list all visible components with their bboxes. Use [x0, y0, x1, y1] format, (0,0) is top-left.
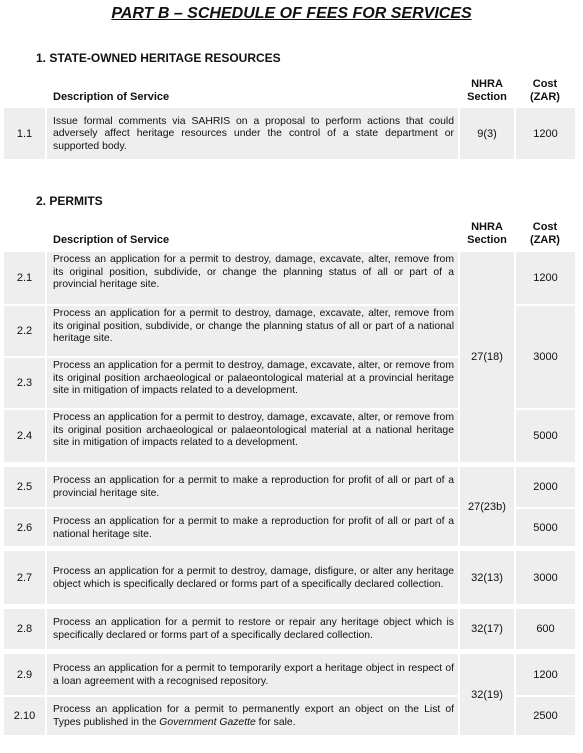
row-cost: 5000 — [516, 410, 575, 462]
row-cost: 1200 — [516, 108, 575, 159]
section-heading-state-owned: 1. STATE-OWNED HERITAGE RESOURCES — [36, 51, 281, 65]
row-nhra-section: 32(17) — [460, 609, 514, 649]
row-cost: 3000 — [516, 551, 575, 604]
column-header-description: Description of Service — [53, 91, 170, 103]
row-nhra-section: 32(13) — [460, 551, 514, 604]
merged-nhra-section: 27(23b) — [460, 467, 514, 546]
row-number: 2.4 — [4, 410, 45, 462]
row-description: Process an application for a permit to restore or repair any heritage object which is specifically declared or forms part of a specifically declared collection. — [47, 609, 458, 649]
row-number: 2.6 — [4, 509, 45, 546]
row-number: 2.9 — [4, 654, 45, 695]
description-text: Process an application for a permit to permanently export an object on the List of Types published in the — [53, 704, 454, 728]
row-cost: 1200 — [516, 654, 575, 695]
row-description: Process an application for a permit to make a reproduction for profit of all or part of a provincial heritage site. — [47, 467, 458, 507]
row-description: Process an application for a permit to make a reproduction for profit of all or part of a national heritage site. — [47, 509, 458, 546]
column-header-cost: Cost (ZAR) — [530, 78, 560, 103]
row-nhra-section: 9(3) — [460, 108, 514, 159]
row-number: 2.10 — [4, 697, 45, 735]
row-description: Issue formal comments via SAHRIS on a proposal to perform actions that could adversely affect heritage resources under the control of a state department or supported body. — [47, 108, 458, 159]
row-description: Process an application for a permit to destroy, damage, disfigure, or alter any heritage object which is specifically declared or forms part of a specifically declared collection. — [47, 551, 458, 604]
row-number: 2.1 — [4, 252, 45, 304]
page-title: PART B – SCHEDULE OF FEES FOR SERVICES — [111, 5, 472, 22]
row-cost: 2500 — [516, 697, 575, 735]
row-description: Process an application for a permit to destroy, damage, excavate, alter, or remove from its original position archaeological or palaeontological material at a national heritage site in mitigation of impacts related to a development. — [47, 410, 458, 462]
merged-nhra-section: 32(19) — [460, 654, 514, 735]
row-description: Process an application for a permit to destroy, damage, excavate, alter, remove from its original position, subdivide, or change the planning status of all or part of a provincial heritage site. — [47, 252, 458, 304]
column-header-nhra-section: NHRA Section — [467, 78, 507, 103]
description-text: for sale. — [255, 717, 296, 728]
row-description: Process an application for a permit to destroy, damage, excavate, alter, remove from its original position, subdivide, or change the planning status of all or part of a national heritage site. — [47, 306, 458, 356]
row-cost: 600 — [516, 609, 575, 649]
row-description — [47, 697, 458, 735]
column-header-description: Description of Service — [53, 234, 170, 246]
row-number: 2.7 — [4, 551, 45, 604]
publication-name: Government Gazette — [159, 717, 256, 728]
row-number: 2.5 — [4, 467, 45, 507]
row-cost: 2000 — [516, 467, 575, 507]
row-number: 2.8 — [4, 609, 45, 649]
merged-nhra-section: 27(18) — [460, 252, 514, 462]
row-description: Process an application for a permit to destroy, damage, excavate, alter, or remove from its original position archaeological or palaeontological material at a provincial heritage site in mitigation of impacts related to a development. — [47, 358, 458, 408]
row-number: 2.2 — [4, 306, 45, 356]
row-cost: 3000 — [516, 306, 575, 408]
row-number: 1.1 — [4, 108, 45, 159]
row-description: Process an application for a permit to temporarily export a heritage object in respect of a loan agreement with a recognised repository. — [47, 654, 458, 695]
section-heading-permits: 2. PERMITS — [36, 194, 103, 208]
column-header-nhra-section: NHRA Section — [467, 221, 507, 246]
column-header-cost: Cost (ZAR) — [530, 221, 560, 246]
row-cost: 1200 — [516, 252, 575, 304]
row-number: 2.3 — [4, 358, 45, 408]
row-cost: 5000 — [516, 509, 575, 546]
